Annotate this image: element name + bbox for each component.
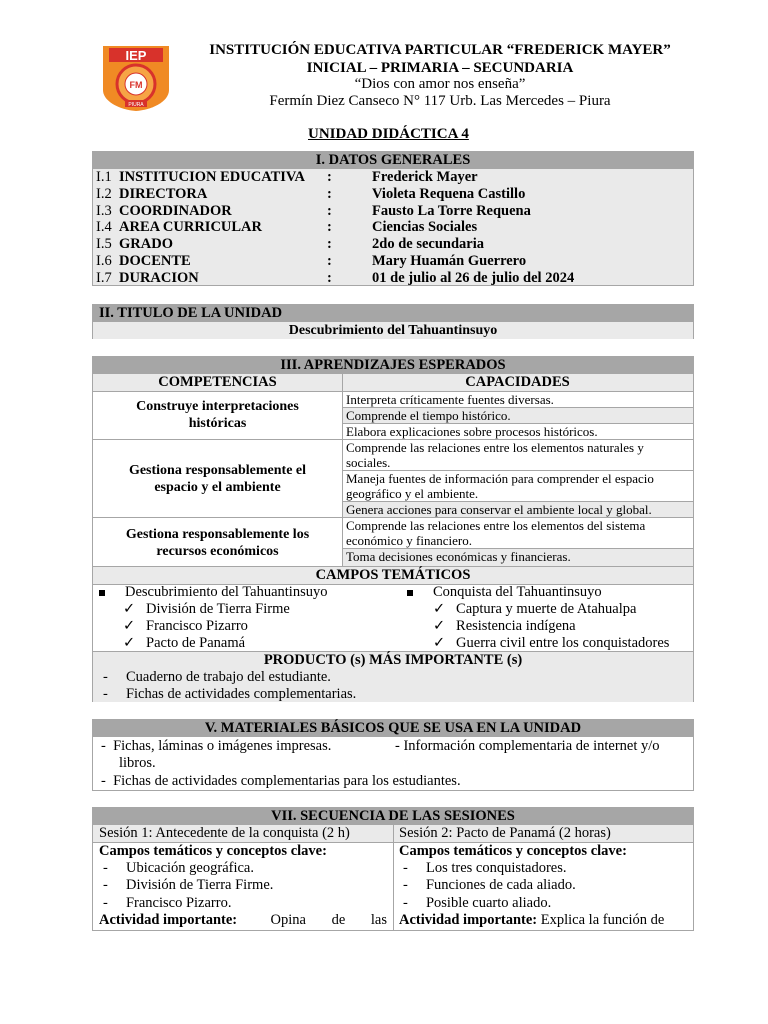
capacidad-2-2: Maneja fuentes de información para comprender el espacio geográfico y el ambiente. (346, 471, 654, 501)
row-value: 2do de secundaria (372, 236, 484, 253)
row-value: 01 de julio al 26 de julio del 2024 (372, 269, 575, 286)
row-number: I.4 (96, 219, 112, 236)
aprendizajes-section (92, 356, 694, 702)
dash-icon: - (101, 773, 106, 789)
producto-item-1: - Cuaderno de trabajo del estudiante. (103, 669, 331, 685)
dash-icon: - (403, 860, 408, 876)
session-1-item-2: - División de Tierra Firme. (103, 877, 274, 893)
campos-right-main: Conquista del Tahuantinsuyo (407, 584, 602, 601)
levels: INICIAL – PRIMARIA – SECUNDARIA (306, 60, 574, 76)
row-colon: : (327, 219, 332, 236)
row-number: I.2 (96, 185, 112, 202)
row-label: DURACION (119, 269, 199, 286)
row-number: I.7 (96, 269, 112, 286)
titulo-section (92, 304, 694, 339)
campos-title: CAMPOS TEMÁTICOS (93, 567, 693, 584)
check-icon: ✓ (433, 601, 446, 617)
secuencia-title: VII. SECUENCIA DE LAS SESIONES (93, 808, 693, 825)
svg-text:PIURA: PIURA (128, 102, 144, 108)
row-label: INSTITUCION EDUCATIVA (119, 169, 305, 185)
svg-text:IEP: IEP (125, 48, 147, 63)
institution-name: INSTITUCIÓN EDUCATIVA PARTICULAR “FREDERICK MAYER” (209, 42, 671, 58)
school-logo (101, 44, 171, 112)
capacidad-1-3: Elabora explicaciones sobre procesos históricos. (346, 424, 598, 439)
check-icon: ✓ (123, 618, 136, 634)
dash-icon: - (103, 895, 108, 911)
row-colon: : (327, 169, 332, 185)
session-2-item-1: - Los tres conquistadores. (403, 860, 567, 876)
dash-icon: - (103, 860, 108, 876)
row-value: Mary Huamán Guerrero (372, 253, 527, 269)
competencia-3: Gestiona responsablemente los recursos económicos (125, 527, 310, 559)
producto-item-2: - Fichas de actividades complementarias. (103, 686, 357, 702)
datos-generales-title: I. DATOS GENERALES (93, 152, 693, 169)
capacidad-1-2: Comprende el tiempo histórico. (343, 408, 693, 423)
campos-right-sub-2: ✓ Resistencia indígena (433, 618, 576, 634)
competencia-1: Construye interpretaciones históricas (136, 399, 299, 431)
svg-text:FM: FM (129, 80, 143, 90)
campos-left-main: Descubrimiento del Tahuantinsuyo (99, 584, 327, 601)
row-colon: : (327, 202, 332, 219)
motto: “Dios con amor nos enseña” (354, 76, 526, 92)
row-colon: : (327, 253, 332, 269)
materiales-section (92, 719, 694, 791)
row-label: GRADO (119, 236, 173, 253)
session-2-actividad: Actividad importante: Explica la función de (399, 912, 665, 928)
capacidad-3-1: Comprende las relaciones entre los elementos del sistema económico y financiero. (346, 518, 646, 548)
row-label: AREA CURRICULAR (119, 219, 262, 236)
material-3: - Fichas de actividades complementarias para los estudiantes. (101, 773, 461, 789)
session-1-actividad: Actividad importante: Opina de las (99, 912, 387, 928)
col-competencias: COMPETENCIAS (158, 374, 277, 390)
competencia-2: Gestiona responsablemente el espacio y el ambiente (128, 462, 307, 495)
session-2-item-2: - Funciones de cada aliado. (403, 877, 576, 893)
datos-generales-section (92, 151, 694, 286)
check-icon: ✓ (123, 601, 136, 617)
session-1-item-3: - Francisco Pizarro. (103, 895, 232, 911)
secuencia-section (92, 807, 694, 931)
row-number: I.1 (96, 169, 112, 185)
session-2-header: Sesión 2: Pacto de Panamá (2 horas) (399, 825, 611, 841)
row-label: DIRECTORA (119, 185, 208, 202)
row-colon: : (327, 185, 332, 202)
campos-right-sub-1: ✓ Captura y muerte de Atahualpa (433, 601, 637, 617)
unit-title: UNIDAD DIDÁCTICA 4 (308, 126, 469, 142)
session-2-campos-label: Campos temáticos y conceptos clave: (399, 843, 627, 859)
row-value: Frederick Mayer (372, 169, 478, 185)
row-label: COORDINADOR (119, 202, 232, 219)
row-number: I.3 (96, 202, 112, 219)
row-number: I.5 (96, 236, 112, 253)
row-number: I.6 (96, 253, 112, 269)
row-colon: : (327, 236, 332, 253)
check-icon: ✓ (123, 635, 136, 651)
material-2-cont: libros. (119, 755, 156, 771)
row-label: DOCENTE (119, 253, 191, 269)
dash-icon: - (403, 895, 408, 911)
dash-icon: - (103, 686, 108, 702)
row-value: Ciencias Sociales (372, 219, 478, 236)
capacidad-3-2: Toma decisiones económicas y financieras. (343, 549, 693, 566)
check-icon: ✓ (433, 635, 446, 651)
titulo-title: II. TITULO DE LA UNIDAD (93, 305, 693, 322)
campos-left-sub-1: ✓ División de Tierra Firme (123, 601, 290, 617)
capacidad-2-1: Comprende las relaciones entre los elementos naturales y sociales. (346, 440, 644, 470)
capacidad-1-1: Interpreta críticamente fuentes diversas. (346, 392, 554, 407)
dash-icon: - (403, 877, 408, 893)
producto-title: PRODUCTO (s) MÁS IMPORTANTE (s) (263, 652, 523, 668)
address: Fermín Diez Canseco N° 117 Urb. Las Mercedes – Piura (269, 93, 611, 109)
unit-name: Descubrimiento del Tahuantinsuyo (93, 322, 693, 339)
material-1: - Fichas, láminas o imágenes impresas. (101, 738, 332, 754)
dash-icon: - (103, 877, 108, 893)
dash-icon: - (101, 738, 106, 754)
session-2-item-3: - Posible cuarto aliado. (403, 895, 552, 911)
session-1-campos-label: Campos temáticos y conceptos clave: (99, 843, 327, 859)
campos-right-sub-3: ✓ Guerra civil entre los conquistadores (433, 635, 670, 651)
campos-left-sub-3: ✓ Pacto de Panamá (123, 635, 246, 651)
check-icon: ✓ (433, 618, 446, 634)
bullet-icon (407, 590, 413, 596)
material-2: - Información complementaria de internet y/o (395, 738, 660, 754)
dash-icon: - (103, 669, 108, 685)
row-value: Violeta Requena Castillo (372, 185, 526, 202)
session-1-item-1: - Ubicación geográfica. (103, 860, 254, 876)
campos-left-sub-2: ✓ Francisco Pizarro (123, 618, 248, 634)
bullet-icon (99, 590, 105, 596)
aprendizajes-title: III. APRENDIZAJES ESPERADOS (93, 357, 693, 374)
capacidad-2-3: Genera acciones para conservar el ambiente local y global. (343, 502, 693, 517)
col-capacidades: CAPACIDADES (465, 374, 570, 390)
row-value: Fausto La Torre Requena (372, 202, 531, 219)
session-1-header: Sesión 1: Antecedente de la conquista (2 h) (99, 825, 350, 841)
row-colon: : (327, 269, 332, 286)
materiales-title: V. MATERIALES BÁSICOS QUE SE USA EN LA UNIDAD (93, 720, 693, 737)
